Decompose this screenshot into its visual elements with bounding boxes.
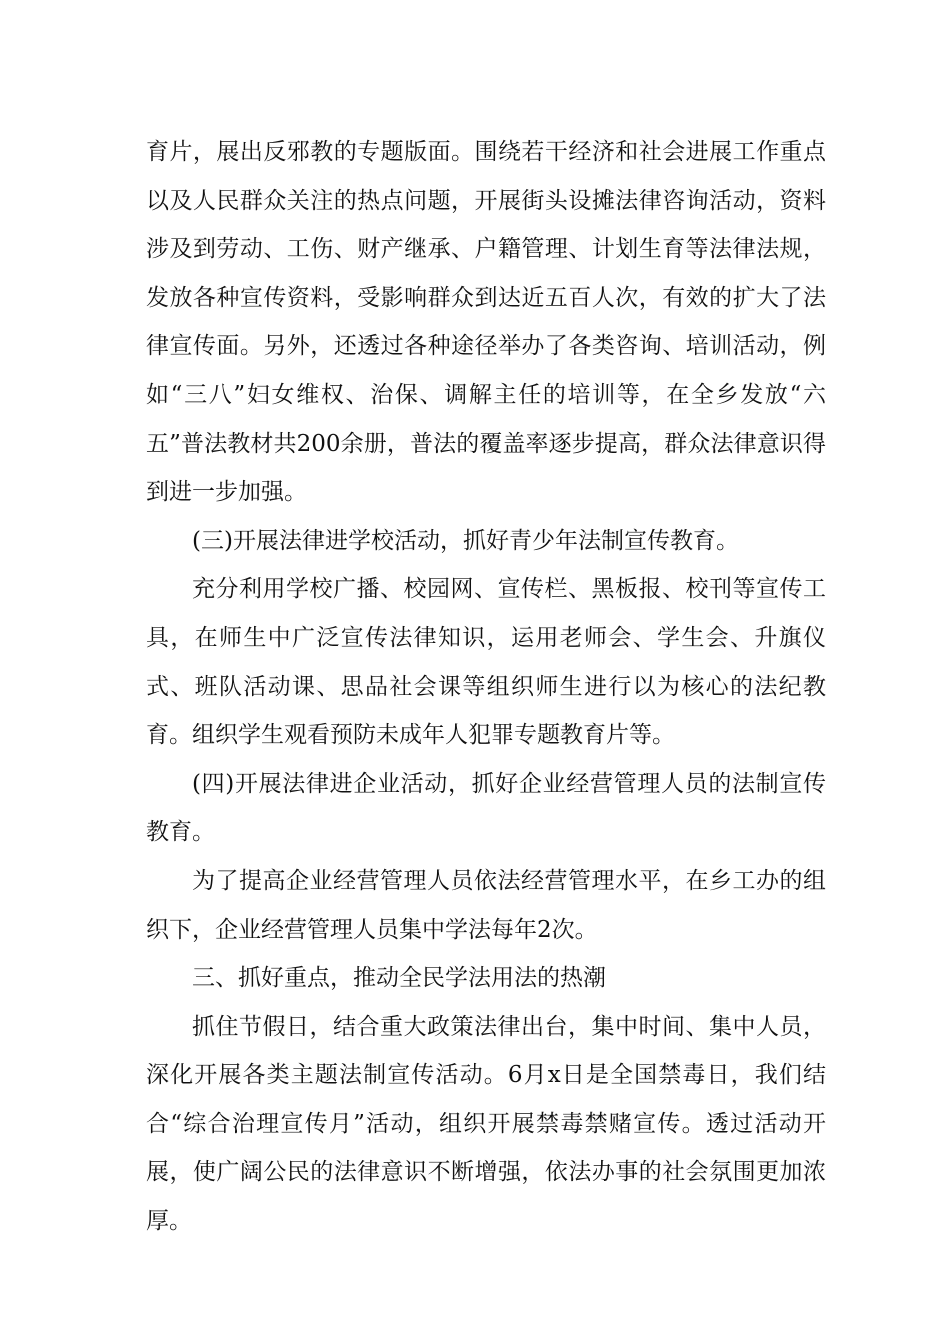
paragraph-2-heading: (三)开展法律进学校活动，抓好青少年法制宣传教育。 — [192, 527, 739, 554]
paragraph-4-heading: (四)开展法律进企业活动，抓好企业经营管理人员的法制宣传教育。 — [146, 770, 826, 846]
paragraph-5: 为了提高企业经营管理人员依法经营管理水平，在乡工办的组织下，企业经营管理人员集中学法每年2次。 — [146, 867, 826, 943]
paragraph-3: 充分利用学校广播、校园网、宣传栏、黑板报、校刊等宣传工具，在师生中广泛宣传法律知识，运用老师会、学生会、升旗仪式、班队活动课、思品社会课等组织师生进行以为核心的法纪教育。组织学生观看预防未成年人犯罪专题教育片等。 — [146, 576, 826, 749]
document-body — [146, 128, 826, 1246]
paragraph-7: 抓住节假日，结合重大政策法律出台，集中时间、集中人员，深化开展各类主题法制宣传活动。6月x日是全国禁毒日，我们结合“综合治理宣传月”活动，组织开展禁毒禁赌宣传。透过活动开展，使广阔公民的法律意识不断增强，依法办事的社会氛围更加浓厚。 — [146, 1013, 826, 1235]
section-heading: 三、抓好重点，推动全民学法用法的热潮 — [192, 965, 606, 992]
paragraph-1: 育片，展出反邪教的专题版面。围绕若干经济和社会进展工作重点以及人民群众关注的热点问题，开展街头设摊法律咨询活动，资料涉及到劳动、工伤、财产继承、户籍管理、计划生育等法律法规，发放各种宣传资料，受影响群众到达近五百人次，有效的扩大了法律宣传面。另外，还透过各种途径举办了各类咨询、培训活动，例如“三八”妇女维权、治保、调解主任的培训等，在全乡发放“六五”普法教材共200余册，普法的覆盖率逐步提高，群众法律意识得到进一步加强。 — [146, 139, 826, 506]
